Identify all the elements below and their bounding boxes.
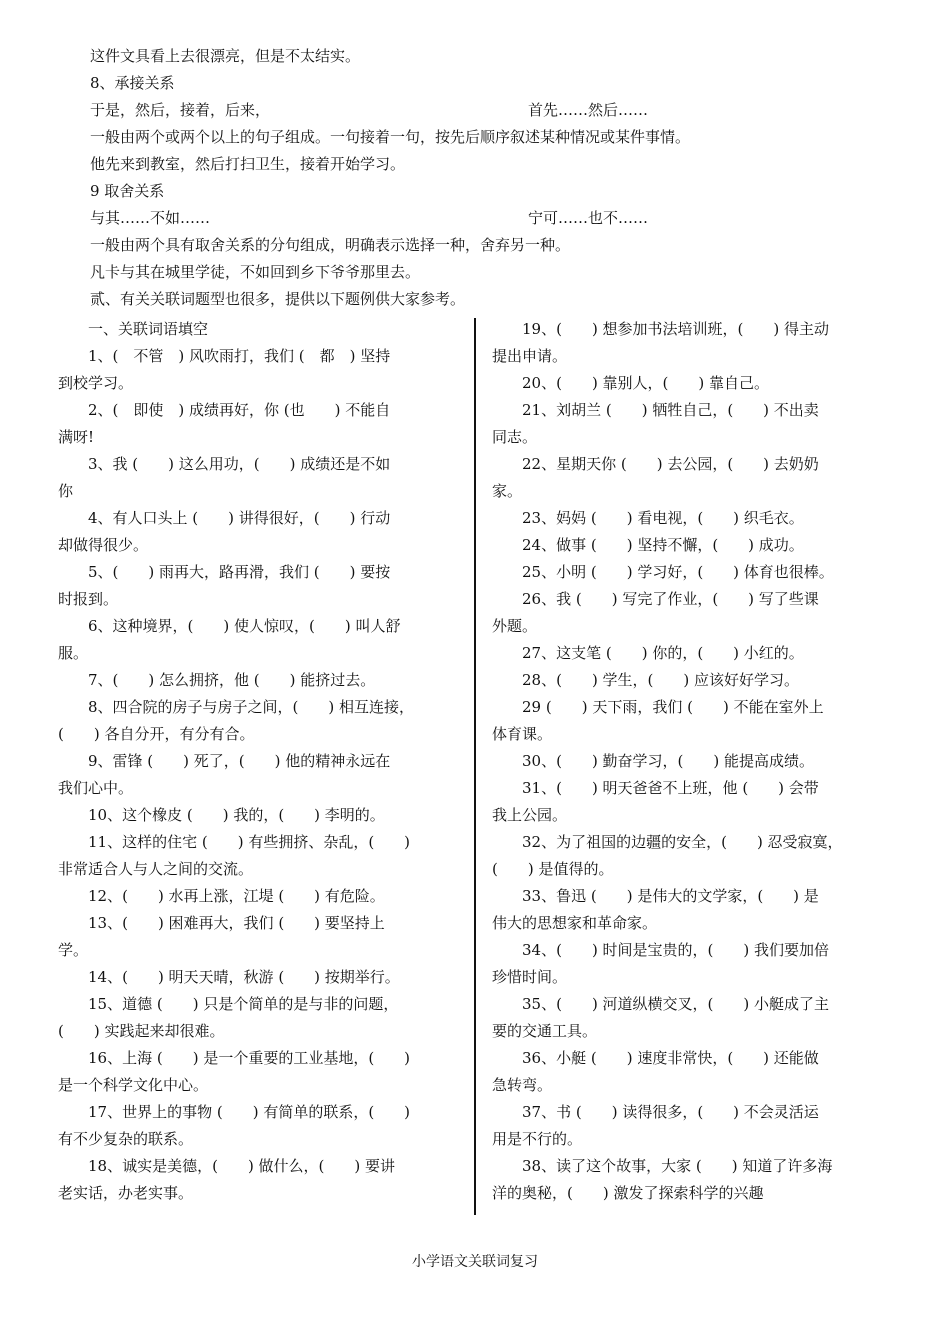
- section-9-words-a: 与其……不如……: [90, 209, 211, 227]
- question-5-line: 5、( ) 雨再大，路再滑，我们 ( ) 要按: [88, 563, 391, 581]
- question-19-line: 提出申请。: [492, 347, 568, 365]
- question-11-line: 非常适合人与人之间的交流。: [58, 860, 254, 878]
- part-2-intro: 贰、有关关联词题型也很多，提供以下题例供大家参考。: [90, 290, 466, 308]
- question-17-line: 17、世界上的事物 ( ) 有简单的联系，( ): [88, 1103, 411, 1121]
- question-21: [492, 397, 892, 451]
- question-23-line: 23、妈妈 ( ) 看电视，( ) 织毛衣。: [522, 509, 804, 527]
- question-22-line: 22、星期天你 ( ) 去公园，( ) 去奶奶: [522, 455, 819, 473]
- question-20-line: 20、( ) 靠别人，( ) 靠自己。: [522, 374, 770, 392]
- question-13-line: 13、( ) 困难再大，我们 ( ) 要坚持上: [88, 914, 385, 932]
- question-33: [492, 883, 892, 937]
- question-32: [492, 829, 892, 883]
- question-4-line: 却做得很少。: [58, 536, 149, 554]
- question-30: [492, 748, 892, 775]
- question-9-line: 我们心中。: [58, 779, 134, 797]
- fill-blank-heading-line: 一、关联词语填空: [88, 320, 209, 338]
- question-36-line: 36、小艇 ( ) 速度非常快，( ) 还能做: [522, 1049, 819, 1067]
- question-3-line: 3、我 ( ) 这么用功，( ) 成绩还是不如: [88, 455, 391, 473]
- section-9-title: 9 取舍关系: [90, 182, 165, 200]
- question-6-line: 服。: [58, 644, 89, 662]
- question-28: [492, 667, 892, 694]
- question-12-line: 12、( ) 水再上涨，江堤 ( ) 有危险。: [88, 887, 385, 905]
- question-29-line: 29 ( ) 天下雨，我们 ( ) 不能在室外上: [522, 698, 824, 716]
- question-15-line: 15、道德 ( ) 只是个简单的是与非的问题，: [88, 995, 399, 1013]
- question-18-line: 老实话，办老实事。: [58, 1184, 194, 1202]
- question-35: [492, 991, 892, 1045]
- question-15: [58, 991, 458, 1045]
- column-divider: [474, 318, 476, 1215]
- example-sentence-wenju: 这件文具看上去很漂亮，但是不太结实。: [90, 47, 361, 65]
- question-22-line: 家。: [492, 482, 523, 500]
- question-26-line: 外题。: [492, 617, 538, 635]
- section-8-title: 8、承接关系: [90, 74, 175, 92]
- question-34: [492, 937, 892, 991]
- question-15-line: ( ) 实践起来却很难。: [58, 1022, 225, 1040]
- question-6-line: 6、这种境界，( ) 使人惊叹，( ) 叫人舒: [88, 617, 401, 635]
- question-23: [492, 505, 892, 532]
- question-3-line: 你: [58, 482, 74, 500]
- section-9-example: 凡卡与其在城里学徒，不如回到乡下爷爷那里去。: [90, 263, 421, 281]
- question-29-line: 体育课。: [492, 725, 553, 743]
- question-2: [58, 397, 458, 451]
- question-16-line: 16、上海 ( ) 是一个重要的工业基地，( ): [88, 1049, 411, 1067]
- question-25-line: 25、小明 ( ) 学习好，( ) 体育也很棒。: [522, 563, 834, 581]
- question-33-line: 伟大的思想家和革命家。: [492, 914, 658, 932]
- question-24-line: 24、做事 ( ) 坚持不懈，( ) 成功。: [522, 536, 804, 554]
- question-1-line: 到校学习。: [58, 374, 134, 392]
- question-37-line: 用是不行的。: [492, 1130, 583, 1148]
- question-7: [58, 667, 458, 694]
- question-37-line: 37、书 ( ) 读得很多，( ) 不会灵活运: [522, 1103, 819, 1121]
- section-9-words-b: 宁可……也不……: [528, 209, 649, 227]
- question-16-line: 是一个科学文化中心。: [58, 1076, 209, 1094]
- question-21-line: 同志。: [492, 428, 538, 446]
- question-31-line: 我上公园。: [492, 806, 568, 824]
- question-9-line: 9、雷锋 ( ) 死了，( ) 他的精神永远在: [88, 752, 391, 770]
- question-13: [58, 910, 458, 964]
- question-38-line: 洋的奥秘，( ) 激发了探索科学的兴趣: [492, 1184, 764, 1202]
- question-10-line: 10、这个橡皮 ( ) 我的，( ) 李明的。: [88, 806, 385, 824]
- question-1: [58, 343, 458, 397]
- question-37: [492, 1099, 892, 1153]
- question-4: [58, 505, 458, 559]
- question-5-line: 时报到。: [58, 590, 119, 608]
- question-36: [492, 1045, 892, 1099]
- question-36-line: 急转弯。: [492, 1076, 553, 1094]
- question-10: [58, 802, 458, 829]
- question-13-line: 学。: [58, 941, 89, 959]
- section-9-description: 一般由两个具有取舍关系的分句组成，明确表示选择一种，舍弃另一种。: [90, 236, 571, 254]
- question-31: [492, 775, 892, 829]
- question-38-line: 38、读了这个故事，大家 ( ) 知道了许多海: [522, 1157, 833, 1175]
- question-31-line: 31、( ) 明天爸爸不上班，他 ( ) 会带: [522, 779, 819, 797]
- question-7-line: 7、( ) 怎么拥挤，他 ( ) 能挤过去。: [88, 671, 376, 689]
- question-34-line: 34、( ) 时间是宝贵的，( ) 我们要加倍: [522, 941, 830, 959]
- section-8-words-b: 首先……然后……: [528, 101, 649, 119]
- question-8-line: 8、四合院的房子与房子之间，( ) 相互连接，: [88, 698, 415, 716]
- question-32-line: 32、为了祖国的边疆的安全，( ) 忍受寂寞，: [522, 833, 843, 851]
- question-11-line: 11、这样的住宅 ( ) 有些拥挤、杂乱，( ): [88, 833, 411, 851]
- question-1-line: 1、( 不管 ) 风吹雨打，我们 ( 都 ) 坚持: [88, 347, 391, 365]
- question-24: [492, 532, 892, 559]
- question-19: [492, 316, 892, 370]
- question-14: [58, 964, 458, 991]
- question-27-line: 27、这支笔 ( ) 你的，( ) 小红的。: [522, 644, 804, 662]
- question-17-line: 有不少复杂的联系。: [58, 1130, 194, 1148]
- question-4-line: 4、有人口头上 ( ) 讲得很好，( ) 行动: [88, 509, 391, 527]
- question-25: [492, 559, 892, 586]
- question-26-line: 26、我 ( ) 写完了作业，( ) 写了些课: [522, 590, 819, 608]
- question-5: [58, 559, 458, 613]
- question-35-line: 35、( ) 河道纵横交叉，( ) 小艇成了主: [522, 995, 830, 1013]
- question-21-line: 21、刘胡兰 ( ) 牺牲自己，( ) 不出卖: [522, 401, 819, 419]
- question-8-line: ( ) 各自分开，有分有合。: [58, 725, 255, 743]
- question-11: [58, 829, 458, 883]
- question-12: [58, 883, 458, 910]
- question-27: [492, 640, 892, 667]
- question-16: [58, 1045, 458, 1099]
- question-38: [492, 1153, 892, 1207]
- question-19-line: 19、( ) 想参加书法培训班，( ) 得主动: [522, 320, 830, 338]
- question-14-line: 14、( ) 明天天晴，秋游 ( ) 按期举行。: [88, 968, 400, 986]
- question-3: [58, 451, 458, 505]
- section-8-example: 他先来到教室，然后打扫卫生，接着开始学习。: [90, 155, 406, 173]
- question-34-line: 珍惜时间。: [492, 968, 568, 986]
- question-8: [58, 694, 458, 748]
- question-33-line: 33、鲁迅 ( ) 是伟大的文学家，( ) 是: [522, 887, 819, 905]
- question-18: [58, 1153, 458, 1207]
- question-32-line: ( ) 是值得的。: [492, 860, 614, 878]
- question-17: [58, 1099, 458, 1153]
- question-28-line: 28、( ) 学生，( ) 应该好好学习。: [522, 671, 800, 689]
- section-8-words-a: 于是，然后，接着，后来，: [90, 101, 271, 119]
- question-6: [58, 613, 458, 667]
- question-9: [58, 748, 458, 802]
- question-2-line: 2、( 即使 ) 成绩再好，你 (也 ) 不能自: [88, 401, 391, 419]
- question-22: [492, 451, 892, 505]
- question-35-line: 要的交通工具。: [492, 1022, 598, 1040]
- question-2-line: 满呀!: [58, 428, 95, 446]
- page-footer: 小学语文关联词复习: [412, 1254, 538, 1270]
- question-29: [492, 694, 892, 748]
- question-20: [492, 370, 892, 397]
- question-18-line: 18、诚实是美德，( ) 做什么，( ) 要讲: [88, 1157, 396, 1175]
- section-8-description: 一般由两个或两个以上的句子组成。一句接着一句，按先后顺序叙述某种情况或某件事情。: [90, 128, 691, 146]
- question-30-line: 30、( ) 勤奋学习，( ) 能提高成绩。: [522, 752, 815, 770]
- fill-blank-heading: [58, 316, 458, 343]
- question-26: [492, 586, 892, 640]
